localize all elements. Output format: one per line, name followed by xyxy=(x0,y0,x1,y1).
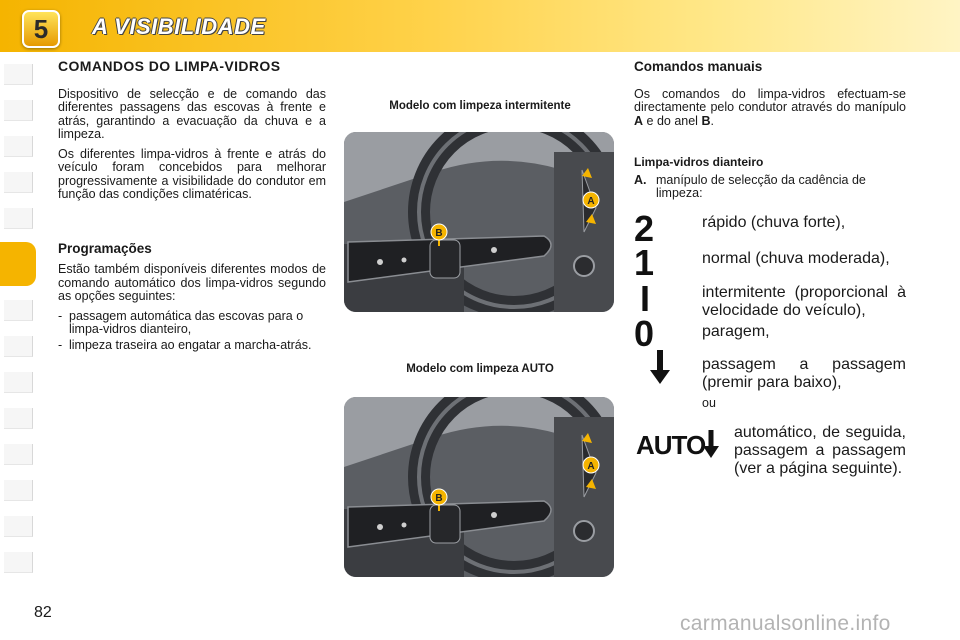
section-title: COMANDOS DO LIMPA-VIDROS xyxy=(58,58,281,74)
intro-label-b: B xyxy=(701,113,711,128)
stalk-illustration xyxy=(344,132,614,312)
legend-row xyxy=(634,242,906,282)
label-b: B xyxy=(435,228,443,239)
chapter-tab-active[interactable] xyxy=(0,242,36,286)
or-text: ou xyxy=(702,396,716,410)
left-column xyxy=(58,60,326,354)
chapter-title: A VISIBILIDADE xyxy=(92,14,266,39)
list-dash: - xyxy=(58,308,63,323)
legend-text: passagem a passagem (premir para baixo), xyxy=(702,356,906,391)
caption-auto: Modelo com limpeza AUTO xyxy=(406,363,554,375)
label-a-marker xyxy=(583,457,599,473)
chapter-tab[interactable] xyxy=(4,208,33,229)
chapter-tab[interactable] xyxy=(4,372,33,393)
right-column xyxy=(634,60,906,201)
intro-text-mid: e do anel xyxy=(646,113,698,128)
stalk-illustration xyxy=(344,397,614,577)
photo-wiper-stalk-auto xyxy=(344,397,614,577)
label-a-marker xyxy=(583,192,599,208)
caption-intermittent: Modelo com limpeza intermitente xyxy=(389,100,571,112)
chapter-tab[interactable] xyxy=(4,64,33,85)
chapter-tabs xyxy=(0,64,40,584)
intro-paragraph: Dispositivo de selecção e de comando das diferentes passagens das escovas à frente e atrás, garantindo a evacuação da chuva e a limpeza. xyxy=(58,86,326,141)
chapter-number-badge: 5 xyxy=(22,10,60,48)
legend-text: rápido (chuva forte), xyxy=(702,214,846,231)
legend-text-auto: automático, de seguida, passagem a passagem (ver a página seguinte). xyxy=(734,424,906,477)
chapter-header xyxy=(0,0,960,52)
intro-paragraph: Os diferentes limpa-vidros à frente e atrás do veículo foram concebidos para melhorar progressivamente a visibilidade do condutor em função das condições climatéricas. xyxy=(58,146,326,201)
watermark: carmanualsonline.info xyxy=(680,612,891,635)
chapter-tab[interactable] xyxy=(4,408,33,429)
intro-text-end: . xyxy=(710,113,714,128)
chapter-tab[interactable] xyxy=(4,480,33,501)
label-a: A xyxy=(587,196,595,207)
chapter-tab[interactable] xyxy=(4,300,33,321)
programs-title: Programações xyxy=(58,240,152,256)
programs-intro: Estão também disponíveis diferentes modos de comando automático dos limpa-vidros segundo as opções seguintes: xyxy=(58,262,326,303)
photo-wiper-stalk-intermittent xyxy=(344,132,614,312)
chapter-tab[interactable] xyxy=(4,172,33,193)
auto-mode-icon: AUTO xyxy=(636,430,706,460)
legend-text: intermitente (proporcional à velocidade do veículo), xyxy=(702,284,906,319)
stop-0-icon: 0 xyxy=(634,313,655,354)
chapter-tab[interactable] xyxy=(4,100,33,121)
legend-row-auto xyxy=(634,424,906,477)
chapter-tab[interactable] xyxy=(4,444,33,465)
legend-text: normal (chuva moderada), xyxy=(702,250,890,267)
manual-controls-title: Comandos manuais xyxy=(634,59,763,74)
intro-label-a: A xyxy=(634,113,644,128)
chapter-tab[interactable] xyxy=(4,136,33,157)
list-item xyxy=(58,339,326,353)
legend-text: paragem, xyxy=(702,323,770,340)
intermittent-icon: I xyxy=(640,278,651,319)
list-item-text: limpeza traseira ao engatar a marcha-atrás. xyxy=(69,337,312,352)
control-a-label: A. xyxy=(634,172,647,187)
page-number: 82 xyxy=(34,604,52,621)
legend-row xyxy=(634,313,906,353)
legend-row xyxy=(634,348,906,391)
control-a-text: manípulo de selecção da cadência de limpeza: xyxy=(656,172,866,200)
intro-text: Os comandos do limpa-vidros efectuam-se directamente pelo condutor através do manípulo xyxy=(634,86,906,114)
arrow-down-icon xyxy=(702,430,720,460)
chapter-tab[interactable] xyxy=(4,336,33,357)
list-item-text: passagem automática das escovas para o limpa-vidros dianteiro, xyxy=(69,308,304,336)
front-wiper-title: Limpa-vidros dianteiro xyxy=(634,155,764,169)
legend-row xyxy=(634,278,906,318)
chapter-tab[interactable] xyxy=(4,516,33,537)
control-a-desc xyxy=(634,174,906,201)
label-b: B xyxy=(435,493,443,504)
list-item xyxy=(58,310,326,337)
list-dash: - xyxy=(58,337,63,352)
label-a: A xyxy=(587,461,595,472)
arrow-down-icon xyxy=(648,350,672,386)
speed-2-icon: 2 xyxy=(634,208,655,249)
manual-controls-intro xyxy=(634,88,906,129)
speed-1-icon: 1 xyxy=(634,242,655,283)
chapter-tab[interactable] xyxy=(4,552,33,573)
